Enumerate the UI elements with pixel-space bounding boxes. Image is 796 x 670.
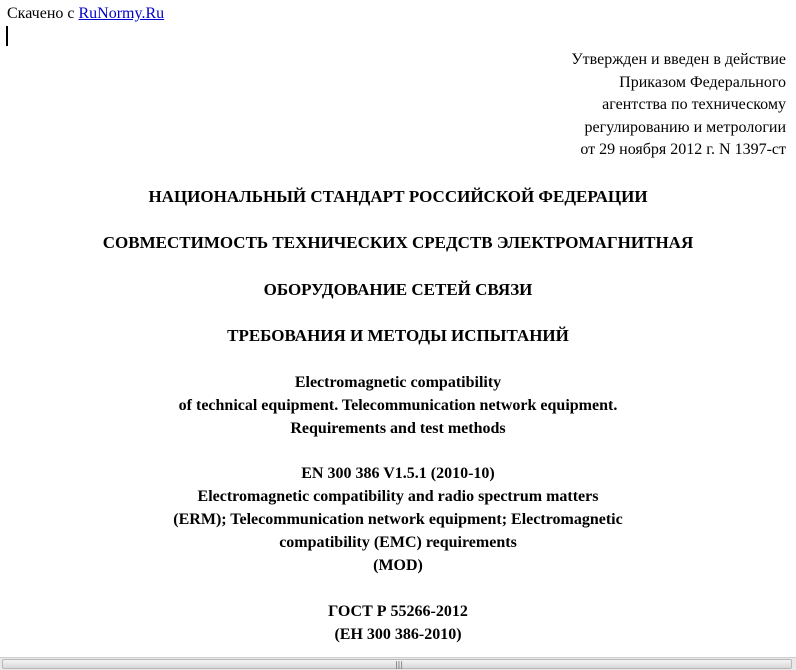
approval-line: регулированию и метрологии — [584, 118, 786, 136]
english-title-line: of technical equipment. Telecommunication network equipment. — [178, 397, 618, 414]
approval-line: Утвержден и введен в действие — [571, 51, 786, 68]
en-standard-line: compatibility (EMC) requirements — [279, 534, 517, 551]
english-title-block — [0, 371, 796, 440]
approval-line: Приказом Федерального — [619, 73, 786, 91]
gost-block — [0, 600, 796, 646]
scrollbar-thumb[interactable] — [2, 659, 792, 669]
runormy-link[interactable]: RuNormy.Ru — [78, 5, 165, 22]
horizontal-scrollbar[interactable] — [0, 657, 796, 670]
en-standard-line: EN 300 386 V1.5.1 (2010-10) — [301, 465, 495, 482]
en-standard-block — [0, 462, 796, 577]
approval-line: от 29 ноября 2012 г. N 1397-ст — [580, 141, 786, 158]
grip-icon: ||| — [394, 660, 404, 669]
gost-number: ГОСТ Р 55266-2012 — [328, 603, 468, 620]
gost-en-reference: (ЕН 300 386-2010) — [334, 626, 462, 643]
approval-block — [466, 49, 786, 162]
english-title-line: Requirements and test methods — [290, 420, 506, 437]
requirements-title: ТРЕБОВАНИЯ И МЕТОДЫ ИСПЫТАНИЙ — [227, 326, 569, 345]
english-title-line: Electromagnetic compatibility — [294, 374, 502, 391]
en-standard-line: Electromagnetic compatibility and radio spectrum matters — [197, 488, 599, 505]
national-standard-title: НАЦИОНАЛЬНЫЙ СТАНДАРТ РОССИЙСКОЙ ФЕДЕРАЦИИ — [148, 187, 648, 206]
equipment-title: ОБОРУДОВАНИЕ СЕТЕЙ СВЯЗИ — [263, 280, 533, 299]
text-cursor — [6, 26, 8, 46]
en-standard-line: (ERM); Telecommunication network equipment; Electromagnetic — [173, 511, 623, 528]
download-source-line — [7, 4, 164, 24]
compatibility-title: СОВМЕСТИМОСТЬ ТЕХНИЧЕСКИХ СРЕДСТВ ЭЛЕКТРОМАГНИТНАЯ — [102, 233, 694, 252]
approval-line: агентства по техническому — [602, 96, 786, 113]
download-prefix: Скачено с — [7, 5, 75, 22]
en-standard-line: (MOD) — [373, 557, 423, 574]
